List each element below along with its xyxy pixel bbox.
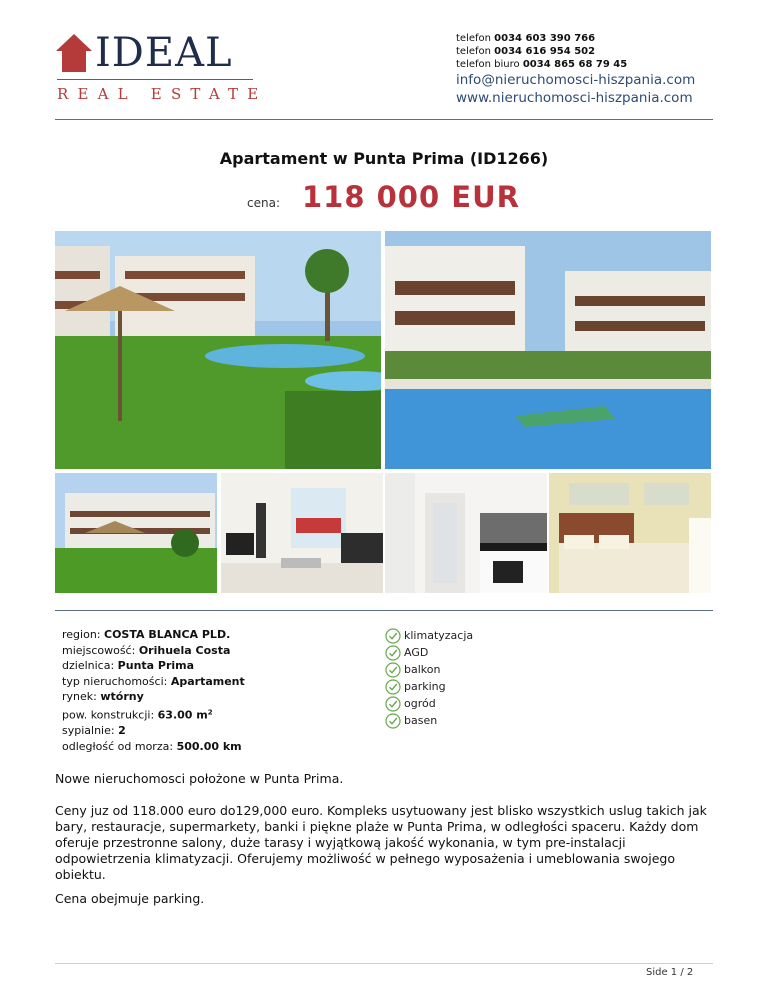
email-link[interactable]: info@nieruchomosci-hiszpania.com [456, 72, 696, 88]
feature-item [385, 644, 473, 661]
feature-label: parking [404, 680, 446, 693]
check-circle-icon [385, 662, 401, 678]
contact-block [456, 32, 695, 107]
photo-pool[interactable] [385, 231, 711, 469]
description-body: Ceny juz od 118.000 euro do129,000 euro. Kompleks usytuowany jest blisko wszystkich uslug takich jak bary, restauracje, supermarkety, banki i piękne plaże w Punta Prima, w odległości spaceru. Każdy dom oferuje przestronne salony, duże tarasy i wyjątkową jakość wykonania, w tym pre-instalacji odpowietrzenia klimatyzacji. Oferujemy możliwość w pełnego wyposażenia i umeblowania swojego obiektu. [55, 803, 707, 882]
feature-label: balkon [404, 663, 441, 676]
logo-name: IDEAL [95, 30, 233, 76]
check-circle-icon [385, 696, 401, 712]
footer-divider [55, 963, 713, 964]
feature-item [385, 661, 473, 678]
photo-garden-pool[interactable] [55, 231, 381, 469]
company-logo [55, 30, 268, 103]
feature-label: basen [404, 714, 438, 727]
property-details [62, 627, 245, 754]
feature-item [385, 712, 473, 729]
detail-bedrooms: sypialnie: 2 [62, 724, 126, 738]
price-value: 118 000 EUR [302, 180, 520, 214]
feature-item [385, 695, 473, 712]
detail-town: miejscowość: Orihuela Costa [62, 643, 231, 657]
detail-sea-distance: odległość od morza: 500.00 km [62, 739, 242, 753]
check-circle-icon [385, 628, 401, 644]
detail-property-type: typ nieruchomości: Apartament [62, 674, 245, 688]
photo-living-room[interactable] [221, 473, 383, 593]
feature-label: klimatyzacja [404, 629, 474, 642]
detail-district: dzielnica: Punta Prima [62, 659, 195, 673]
feature-label: ogród [404, 697, 436, 710]
features-list [385, 627, 473, 729]
website-link[interactable]: www.nieruchomosci-hiszpania.com [456, 90, 693, 106]
check-circle-icon [385, 645, 401, 661]
price-label: cena: [247, 196, 280, 210]
photo-complex[interactable] [55, 473, 217, 593]
photo-kitchen[interactable] [385, 473, 547, 593]
house-icon [55, 33, 93, 73]
logo-tagline: REAL ESTATE [57, 85, 268, 103]
feature-item [385, 627, 473, 644]
detail-region: region: COSTA BLANCA PLD. [62, 628, 231, 641]
listing-title: Apartament w Punta Prima (ID1266) [219, 149, 549, 168]
detail-area: pow. konstrukcji: 63.00 $m^2$ [62, 707, 213, 722]
logo-divider [57, 79, 253, 80]
description-parking: Cena obejmuje parking. [55, 891, 205, 906]
phone-line-1: telefon 0034 603 390 766 [456, 33, 596, 44]
details-divider [55, 610, 713, 611]
page-number: Side 1 / 2 [646, 967, 694, 978]
phone-line-3: telefon biuro 0034 865 68 79 45 [456, 59, 628, 70]
header-divider [55, 119, 713, 120]
photo-bedroom[interactable] [549, 473, 711, 593]
description-intro: Nowe nieruchomosci położone w Punta Prima. [55, 771, 344, 786]
phone-line-2: telefon 0034 616 954 502 [456, 46, 596, 57]
check-circle-icon [385, 679, 401, 695]
feature-label: AGD [404, 646, 429, 659]
check-circle-icon [385, 713, 401, 729]
feature-item [385, 678, 473, 695]
detail-market: rynek: wtórny [62, 690, 144, 704]
